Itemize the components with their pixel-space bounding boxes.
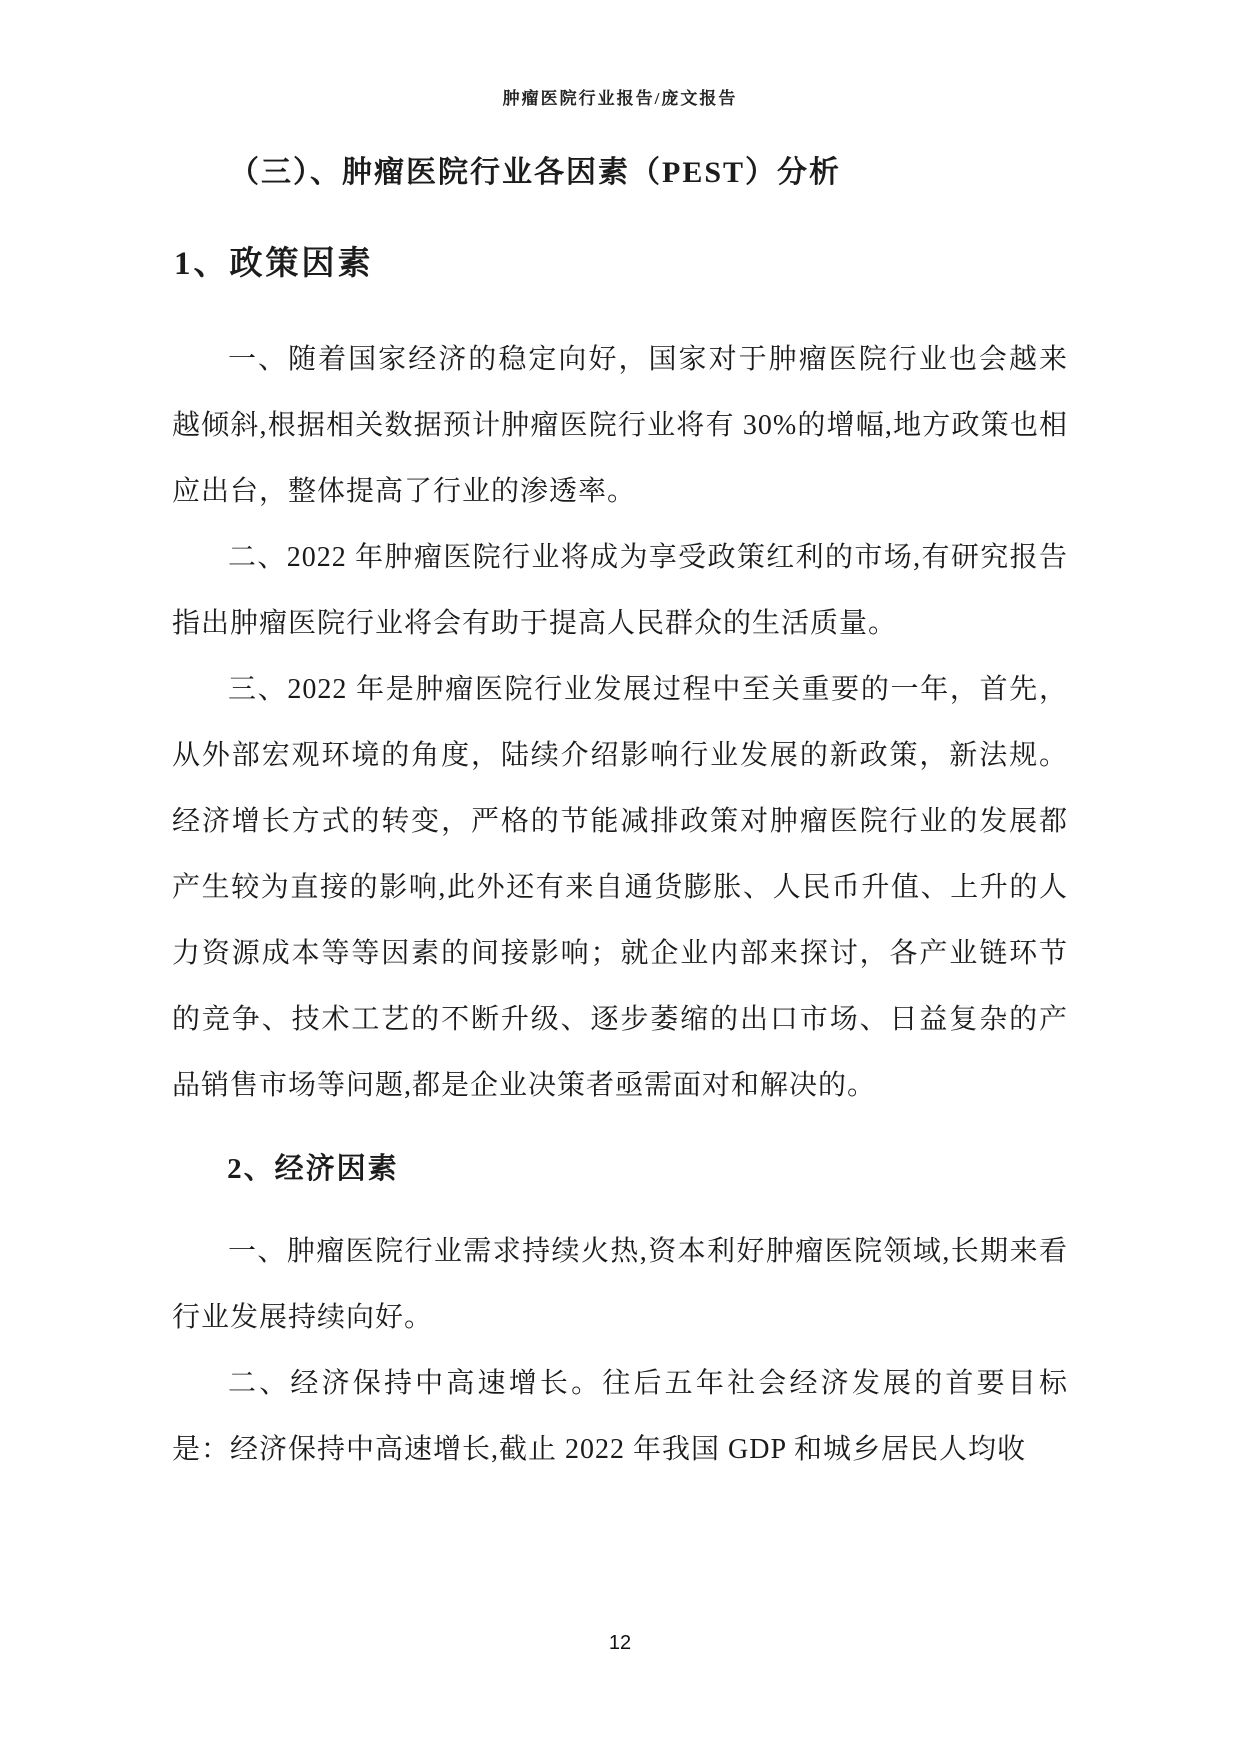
paragraph: 一、随着国家经济的稳定向好，国家对于肿瘤医院行业也会越来越倾斜,根据相关数据预计肿瘤医院行业将有 30%的增幅,地方政策也相应出台，整体提高了行业的渗透率。 bbox=[172, 344, 1068, 507]
economic-factors-body bbox=[172, 1219, 1068, 1483]
page-number: 12 bbox=[608, 1632, 632, 1654]
paragraph: 三、2022 年是肿瘤医院行业发展过程中至关重要的一年，首先，从外部宏观环境的角度，陆续介绍影响行业发展的新政策，新法规。经济增长方式的转变，严格的节能减排政策对肿瘤医院行业的发展都产生较为直接的影响,此外还有来自通货膨胀、人民币升值、上升的人力资源成本等等因素的间接影响；就企业内部来探讨，各产业链环节的竞争、技术工艺的不断升级、逐步萎缩的出口市场、日益复杂的产品销售市场等问题,都是企业决策者亟需面对和解决的。 bbox=[172, 674, 1068, 1101]
document-header-title: 肿瘤医院行业报告/庞文报告 bbox=[502, 89, 738, 108]
section-heading-pest-analysis: （三）、肿瘤医院行业各因素（PEST）分析 bbox=[229, 156, 842, 189]
policy-factors-body bbox=[172, 327, 1068, 1119]
heading-economic-factors: 2、经济因素 bbox=[227, 1153, 399, 1185]
paragraph: 二、经济保持中高速增长。往后五年社会经济发展的首要目标是：经济保持中高速增长,截止 2022 年我国 GDP 和城乡居民人均收 bbox=[172, 1368, 1068, 1465]
paragraph: 一、肿瘤医院行业需求持续火热,资本利好肿瘤医院领域,长期来看行业发展持续向好。 bbox=[172, 1236, 1068, 1333]
heading-policy-factors: 1、政策因素 bbox=[174, 246, 374, 282]
paragraph: 二、2022 年肿瘤医院行业将成为享受政策红利的市场,有研究报告指出肿瘤医院行业将会有助于提高人民群众的生活质量。 bbox=[172, 542, 1068, 639]
